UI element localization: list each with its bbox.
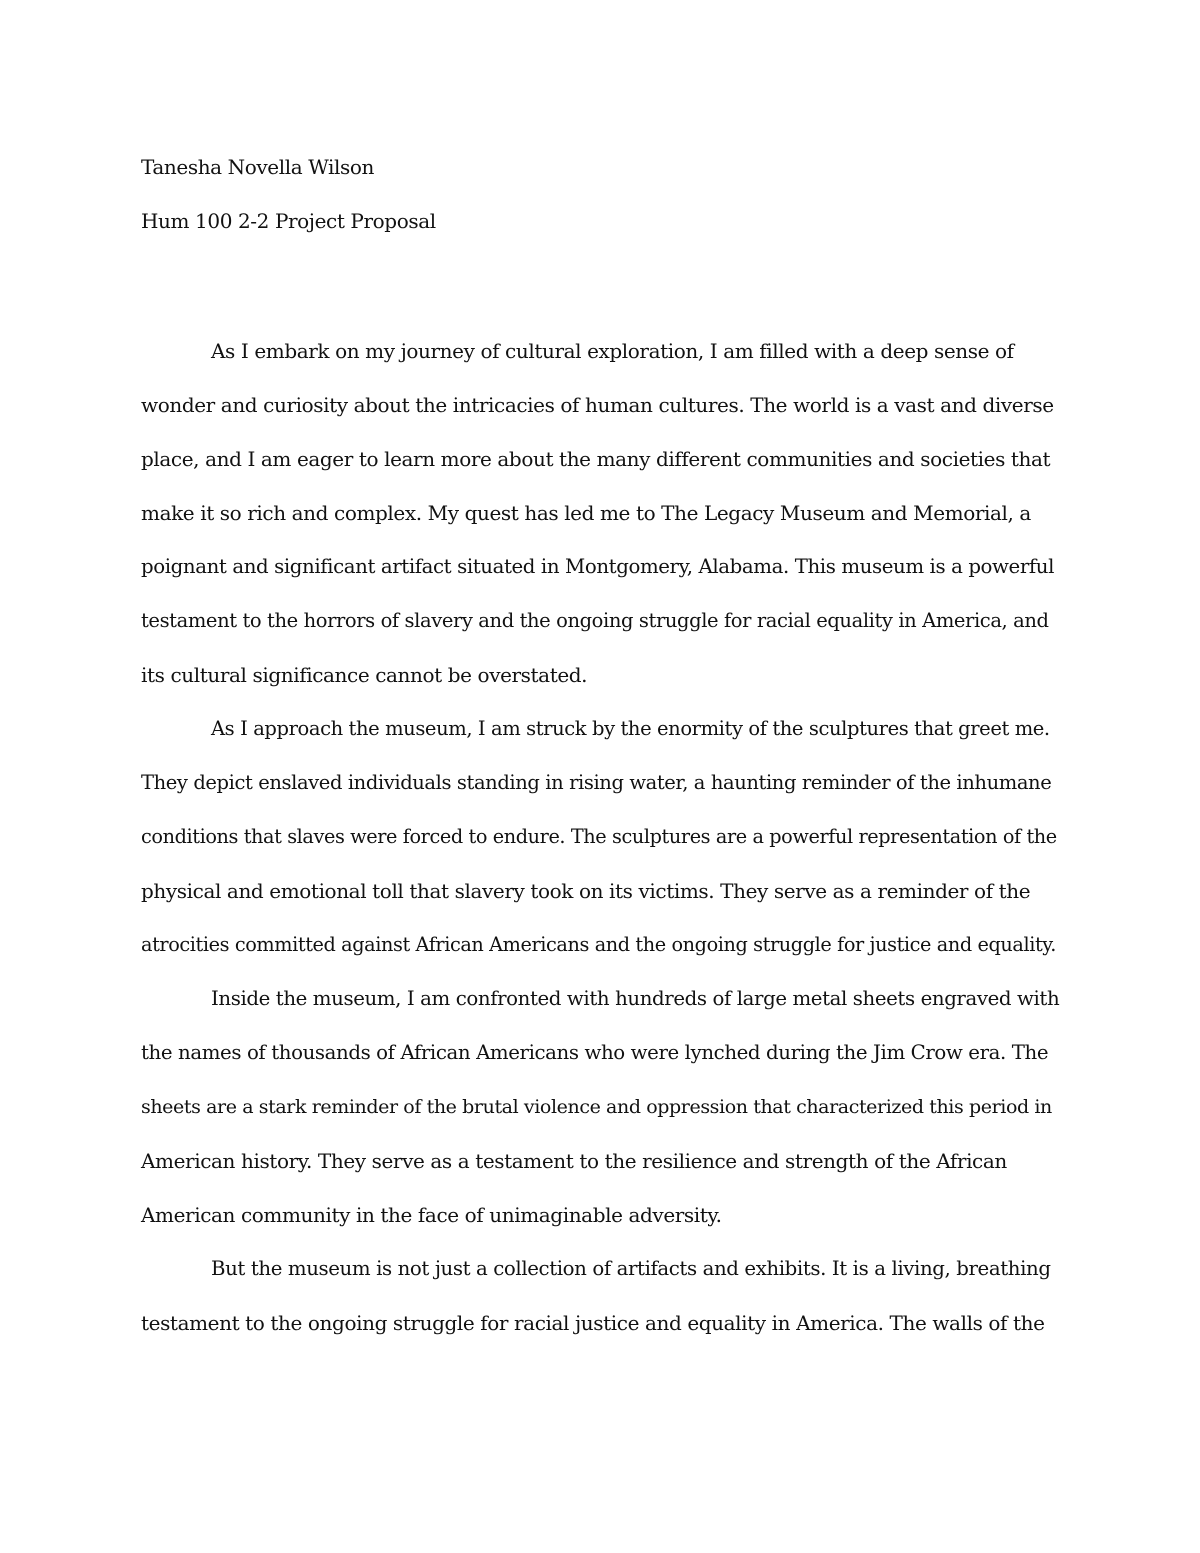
paragraph-line: atrocities committed against African Americans and the ongoing struggle for justice and equality. bbox=[141, 933, 1056, 956]
paragraph-line: Inside the museum, I am confronted with hundreds of large metal sheets engraved with bbox=[211, 987, 1060, 1010]
author-name: Tanesha Novella Wilson bbox=[141, 155, 374, 179]
paragraph-1 bbox=[141, 324, 1059, 702]
paragraph-line: conditions that slaves were forced to endure. The sculptures are a powerful representation of the bbox=[141, 825, 1057, 848]
paragraph-line: But the museum is not just a collection of artifacts and exhibits. It is a living, breathing bbox=[211, 1257, 1051, 1280]
paragraph-line: wonder and curiosity about the intricacies of human cultures. The world is a vast and diverse bbox=[141, 393, 1054, 417]
paragraph-line: They depict enslaved individuals standing in rising water, a haunting reminder of the inhumane bbox=[141, 771, 1052, 794]
spacer bbox=[141, 248, 1059, 324]
document-content bbox=[141, 140, 1059, 1350]
paragraph-3 bbox=[141, 972, 1059, 1242]
paragraph-line: As I embark on my journey of cultural exploration, I am filled with a deep sense of bbox=[211, 339, 1014, 363]
paragraph-line: the names of thousands of African Americans who were lynched during the Jim Crow era. The bbox=[141, 1041, 1049, 1064]
paragraph-line: its cultural significance cannot be overstated. bbox=[141, 663, 588, 687]
paragraph-4 bbox=[141, 1242, 1059, 1350]
paragraph-line: make it so rich and complex. My quest has led me to The Legacy Museum and Memorial, a bbox=[141, 501, 1031, 525]
paragraph-line: physical and emotional toll that slavery took on its victims. They serve as a reminder of the bbox=[141, 879, 1031, 903]
paragraph-line: As I approach the museum, I am struck by the enormity of the sculptures that greet me. bbox=[211, 717, 1050, 740]
paragraph-line: place, and I am eager to learn more about the many different communities and societies that bbox=[141, 447, 1051, 471]
paragraph-line: testament to the ongoing struggle for racial justice and equality in America. The walls of the bbox=[141, 1311, 1045, 1335]
paragraph-line: poignant and significant artifact situated in Montgomery, Alabama. This museum is a powerful bbox=[141, 555, 1055, 578]
paragraph-line: sheets are a stark reminder of the brutal violence and oppression that characterized this period in bbox=[141, 1096, 1052, 1118]
course-title: Hum 100 2-2 Project Proposal bbox=[141, 209, 436, 233]
paragraph-line: testament to the horrors of slavery and the ongoing struggle for racial equality in America, and bbox=[141, 609, 1049, 632]
paragraph-line: American community in the face of unimaginable adversity. bbox=[141, 1203, 722, 1227]
paragraph-2 bbox=[141, 702, 1059, 972]
paragraph-line: American history. They serve as a testament to the resilience and strength of the African bbox=[141, 1149, 1007, 1173]
